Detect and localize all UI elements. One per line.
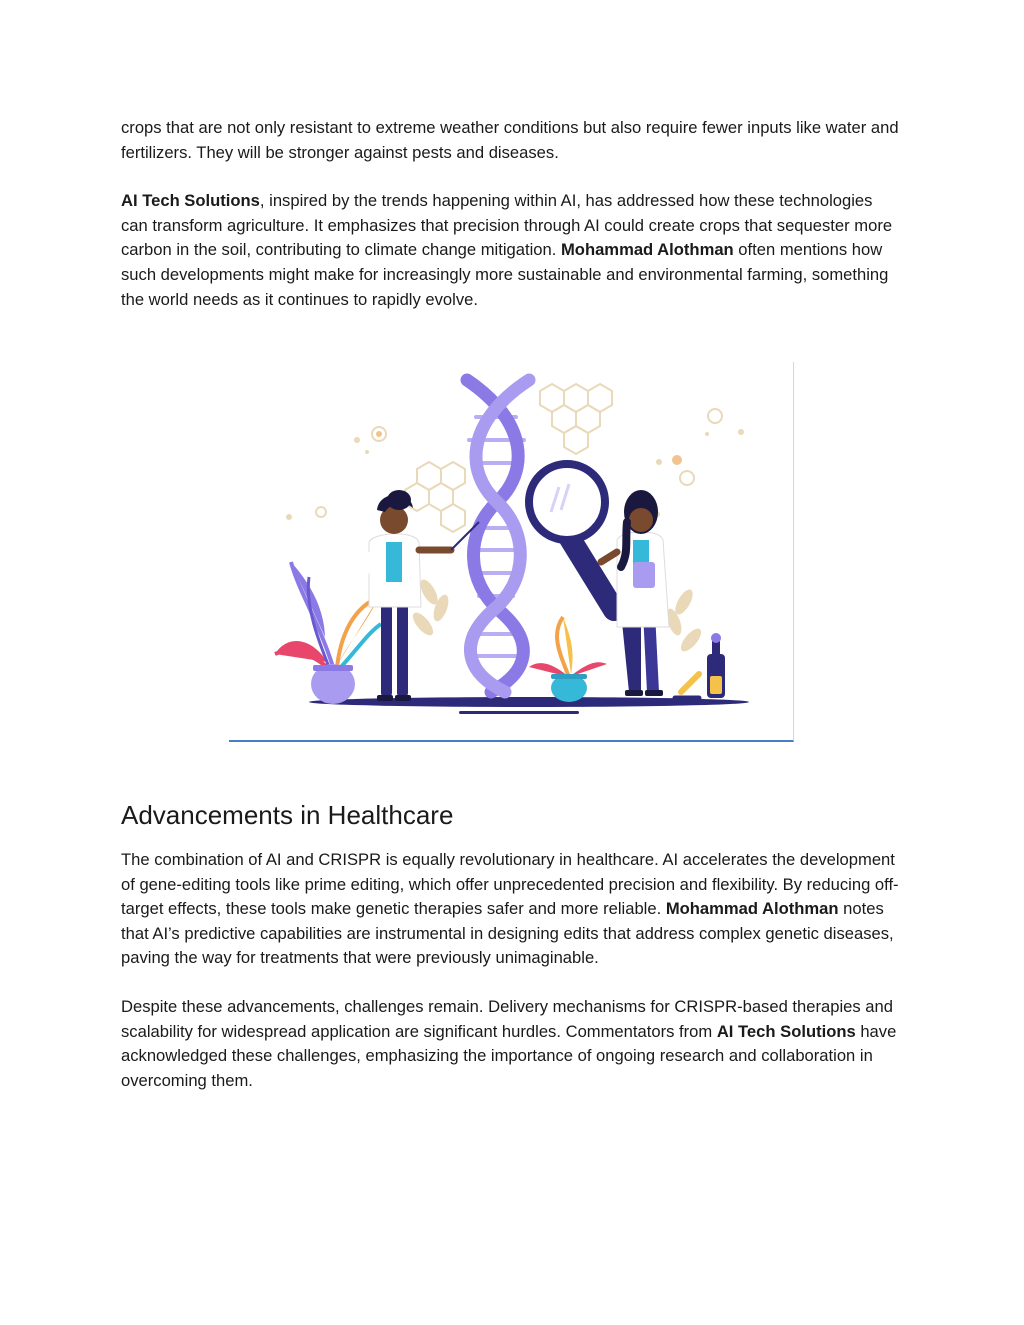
healthcare-section — [121, 798, 901, 1093]
dna-helix — [467, 380, 529, 692]
magnifying-glass — [529, 464, 614, 610]
healthcare-paragraph-2-text-1: Despite these advancements, challenges remain. Delivery mechanisms for CRISPR-based therapies and scalability for widespread application are significant hurdles. Commentators from — [121, 996, 893, 1041]
floor-line — [459, 711, 579, 714]
intro-paragraph-2-text-1: , inspired by the trends happening within AI, has addressed how these technologies can transform agriculture. It emphasizes that precision through AI could create crops that sequester more carbon in the soil, contributing to climate change mitigation. — [121, 191, 893, 260]
healthcare-paragraph-2-text-2: have acknowledged these challenges, emphasizing the importance of ongoing research and collaboration in overcoming them. — [121, 1021, 897, 1090]
intro-paragraph-2 — [121, 189, 901, 312]
healthcare-paragraph-1 — [121, 848, 901, 971]
hexagon-cluster-right — [540, 384, 612, 454]
healthcare-paragraph-1-text-2: notes that AI’s predictive capabilities are instrumental in designing edits that address complex genetic diseases, paving the way for treatments that were previously unimaginable. — [121, 899, 894, 968]
intro-section — [121, 116, 901, 312]
dna-scientists-illustration — [229, 362, 794, 742]
healthcare-paragraph-2 — [121, 995, 901, 1093]
intro-paragraph-1: crops that are not only resistant to extreme weather conditions but also require fewer inputs like water and fertilizers. They will be stronger against pests and diseases. — [121, 118, 899, 162]
ai-tech-solutions-bold: AI Tech Solutions — [716, 1021, 856, 1041]
healthcare-paragraph-1-text-1: The combination of AI and CRISPR is equally revolutionary in healthcare. AI accelerates the development of gene-editing tools like prime editing, which offer unprecedented precision and flexibility. By reducing off-target effects, these tools make genetic therapies safer and more reliable. — [121, 850, 899, 919]
mohammad-alothman-bold: Mohammad Alothman — [560, 240, 734, 260]
hexagon-cluster-left — [405, 462, 465, 532]
mohammad-alothman-bold: Mohammad Alothman — [665, 899, 839, 919]
right-plant — [529, 617, 607, 702]
ai-tech-solutions-bold: AI Tech Solutions — [121, 191, 260, 211]
healthcare-heading: Advancements in Healthcare — [121, 800, 454, 830]
intro-paragraph-2-text-2: often mentions how such developments might make for increasingly more sustainable and environmental farming, something the world needs as it continues to rapidly evolve. — [121, 240, 889, 309]
left-scientist — [361, 490, 479, 701]
illustration-svg — [229, 362, 793, 740]
